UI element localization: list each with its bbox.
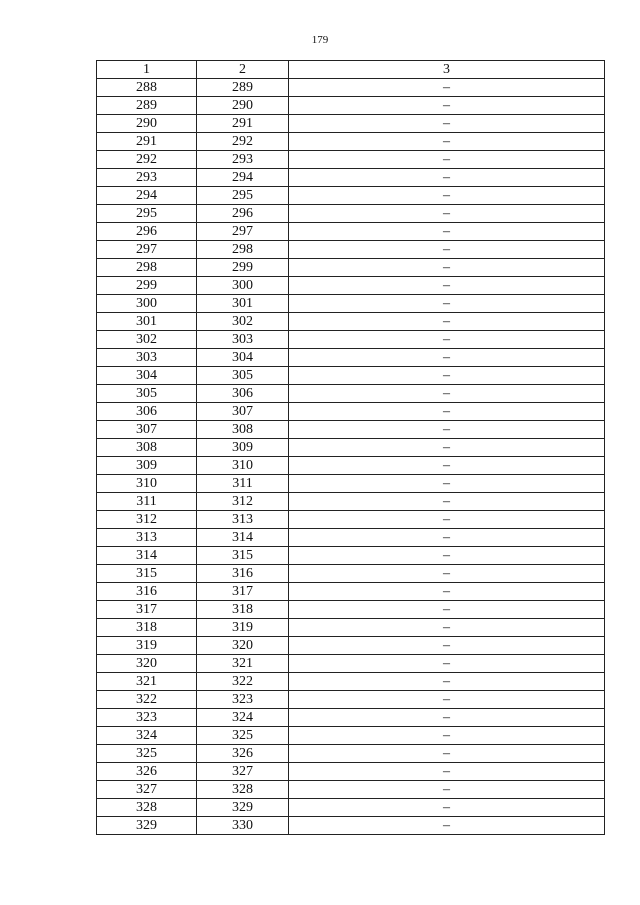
table-row: [97, 421, 605, 439]
table-cell: 290: [197, 97, 289, 115]
table-cell: –: [289, 475, 605, 493]
table-cell: 321: [197, 655, 289, 673]
table-cell: 308: [197, 421, 289, 439]
table-cell: –: [289, 403, 605, 421]
table-cell: 319: [97, 637, 197, 655]
table-cell: 291: [97, 133, 197, 151]
table-row: [97, 277, 605, 295]
table-cell: 309: [97, 457, 197, 475]
table-cell: –: [289, 169, 605, 187]
table-cell: –: [289, 79, 605, 97]
table-cell: 317: [197, 583, 289, 601]
column-header: 2: [197, 61, 289, 79]
table-cell: –: [289, 313, 605, 331]
table-cell: 302: [197, 313, 289, 331]
table-cell: –: [289, 727, 605, 745]
table-cell: 296: [97, 223, 197, 241]
table-cell: 304: [197, 349, 289, 367]
table-cell: 311: [197, 475, 289, 493]
table-cell: 301: [197, 295, 289, 313]
table-row: [97, 403, 605, 421]
table-cell: 323: [197, 691, 289, 709]
table-row: [97, 763, 605, 781]
table-cell: 309: [197, 439, 289, 457]
table-cell: –: [289, 601, 605, 619]
table-row: [97, 313, 605, 331]
table-cell: 318: [197, 601, 289, 619]
table-cell: 293: [97, 169, 197, 187]
table-row: [97, 241, 605, 259]
table-cell: –: [289, 709, 605, 727]
table-cell: –: [289, 619, 605, 637]
table-cell: 288: [97, 79, 197, 97]
column-header: 3: [289, 61, 605, 79]
table-cell: 306: [97, 403, 197, 421]
table-row: [97, 223, 605, 241]
table-cell: 322: [97, 691, 197, 709]
table-cell: 298: [197, 241, 289, 259]
table-cell: 312: [197, 493, 289, 511]
table-cell: 299: [97, 277, 197, 295]
table-cell: 325: [197, 727, 289, 745]
table-cell: –: [289, 691, 605, 709]
table-cell: 290: [97, 115, 197, 133]
table-row: [97, 565, 605, 583]
table-cell: 318: [97, 619, 197, 637]
table-row: [97, 259, 605, 277]
table-row: [97, 583, 605, 601]
table-cell: 328: [197, 781, 289, 799]
table-row: [97, 673, 605, 691]
table-cell: 292: [97, 151, 197, 169]
table-cell: 304: [97, 367, 197, 385]
table-cell: –: [289, 763, 605, 781]
table-cell: –: [289, 421, 605, 439]
table-row: [97, 781, 605, 799]
table-row: [97, 169, 605, 187]
table-cell: –: [289, 583, 605, 601]
table-cell: 297: [197, 223, 289, 241]
table-cell: 324: [97, 727, 197, 745]
table-row: [97, 727, 605, 745]
table-cell: 330: [197, 817, 289, 835]
table-cell: 295: [197, 187, 289, 205]
table-cell: –: [289, 673, 605, 691]
table-cell: –: [289, 655, 605, 673]
table-cell: 326: [97, 763, 197, 781]
table-cell: –: [289, 367, 605, 385]
table-row: [97, 511, 605, 529]
table-cell: 313: [197, 511, 289, 529]
table-row: [97, 475, 605, 493]
table-cell: 305: [197, 367, 289, 385]
data-table: [96, 60, 605, 835]
table-row: [97, 133, 605, 151]
table-body: [97, 79, 605, 835]
table-cell: 319: [197, 619, 289, 637]
table-row: [97, 205, 605, 223]
table-cell: 292: [197, 133, 289, 151]
table-cell: 301: [97, 313, 197, 331]
table-cell: 300: [197, 277, 289, 295]
table-row: [97, 691, 605, 709]
table-cell: 305: [97, 385, 197, 403]
table-cell: –: [289, 205, 605, 223]
table-cell: –: [289, 331, 605, 349]
column-header: 1: [97, 61, 197, 79]
table-cell: 329: [197, 799, 289, 817]
table-header-row: [97, 61, 605, 79]
table-cell: 327: [197, 763, 289, 781]
table-row: [97, 601, 605, 619]
table-row: [97, 97, 605, 115]
table-cell: 307: [197, 403, 289, 421]
table-cell: 314: [197, 529, 289, 547]
table-cell: 323: [97, 709, 197, 727]
table-cell: 322: [197, 673, 289, 691]
table-cell: 316: [97, 583, 197, 601]
table-row: [97, 349, 605, 367]
table-cell: 321: [97, 673, 197, 691]
table-cell: 320: [97, 655, 197, 673]
table-row: [97, 439, 605, 457]
table-cell: 296: [197, 205, 289, 223]
table-cell: –: [289, 295, 605, 313]
table-cell: 327: [97, 781, 197, 799]
table-cell: –: [289, 457, 605, 475]
table-cell: 316: [197, 565, 289, 583]
table-cell: 289: [97, 97, 197, 115]
table-cell: 303: [97, 349, 197, 367]
table-cell: –: [289, 493, 605, 511]
table-cell: 297: [97, 241, 197, 259]
table-cell: –: [289, 745, 605, 763]
table-cell: –: [289, 511, 605, 529]
table-cell: 311: [97, 493, 197, 511]
table-cell: 307: [97, 421, 197, 439]
table-cell: 298: [97, 259, 197, 277]
table-cell: 294: [97, 187, 197, 205]
table-cell: –: [289, 817, 605, 835]
table-cell: 293: [197, 151, 289, 169]
table-cell: 312: [97, 511, 197, 529]
table-row: [97, 493, 605, 511]
table-cell: –: [289, 637, 605, 655]
table-cell: 299: [197, 259, 289, 277]
table-cell: –: [289, 385, 605, 403]
table-row: [97, 331, 605, 349]
table-cell: 294: [197, 169, 289, 187]
table-row: [97, 187, 605, 205]
table-cell: 313: [97, 529, 197, 547]
table-row: [97, 385, 605, 403]
table-cell: 320: [197, 637, 289, 655]
table-cell: 308: [97, 439, 197, 457]
table-cell: 329: [97, 817, 197, 835]
table-cell: 314: [97, 547, 197, 565]
table-cell: –: [289, 547, 605, 565]
table-cell: –: [289, 781, 605, 799]
table-cell: 289: [197, 79, 289, 97]
table-cell: –: [289, 97, 605, 115]
table-row: [97, 457, 605, 475]
table-cell: –: [289, 187, 605, 205]
table-cell: 291: [197, 115, 289, 133]
table-cell: –: [289, 133, 605, 151]
table-cell: 295: [97, 205, 197, 223]
table-cell: –: [289, 223, 605, 241]
table-row: [97, 745, 605, 763]
table-cell: 310: [197, 457, 289, 475]
page-number: 179: [311, 34, 329, 46]
table-row: [97, 817, 605, 835]
table-cell: –: [289, 277, 605, 295]
table-row: [97, 655, 605, 673]
table-cell: 315: [197, 547, 289, 565]
table-cell: –: [289, 799, 605, 817]
table-row: [97, 151, 605, 169]
table-row: [97, 547, 605, 565]
table-cell: –: [289, 349, 605, 367]
table-cell: 310: [97, 475, 197, 493]
table-row: [97, 79, 605, 97]
table-cell: –: [289, 115, 605, 133]
table-cell: 303: [197, 331, 289, 349]
table-cell: 328: [97, 799, 197, 817]
table-cell: –: [289, 565, 605, 583]
table-cell: 302: [97, 331, 197, 349]
table-row: [97, 799, 605, 817]
table-row: [97, 115, 605, 133]
table-cell: 315: [97, 565, 197, 583]
table-cell: 300: [97, 295, 197, 313]
table-cell: 326: [197, 745, 289, 763]
table-row: [97, 295, 605, 313]
table-row: [97, 529, 605, 547]
table-cell: 317: [97, 601, 197, 619]
table-cell: 324: [197, 709, 289, 727]
table-cell: –: [289, 259, 605, 277]
table-cell: –: [289, 151, 605, 169]
table-cell: 325: [97, 745, 197, 763]
table-cell: –: [289, 241, 605, 259]
table-cell: 306: [197, 385, 289, 403]
table-row: [97, 619, 605, 637]
table-row: [97, 367, 605, 385]
table-row: [97, 637, 605, 655]
table-cell: –: [289, 529, 605, 547]
table-row: [97, 709, 605, 727]
table-cell: –: [289, 439, 605, 457]
